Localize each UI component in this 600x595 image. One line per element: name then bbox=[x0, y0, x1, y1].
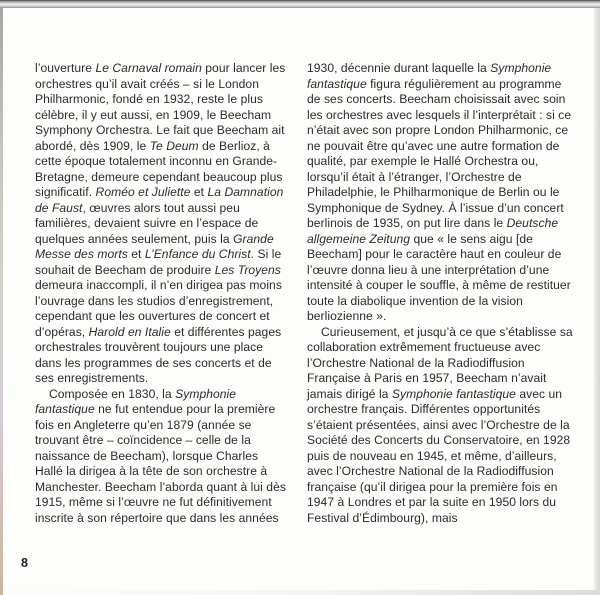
italic-text-run: L’Enfance du Christ bbox=[144, 247, 251, 261]
scan-edge-bottom bbox=[0, 590, 600, 595]
text-run: ne fut entendue pour la première fois en Angleterre qu’en 1879 (année se trouvant être – coïncidence – celle de la naissance de Beecham), lorsque Charles Hallé la dirigea à la tête de son orchestre à Manchester. Beecham l’aborda quant à lui dès 1915, même si l’œuvre ne fut définitivement inscrite à son répertoire que dans les années bbox=[35, 402, 286, 525]
text-run: avec un orchestre français. Différentes opportunités s’étaient présentées, ainsi avec l’Orchestre de la Société des Concerts du Conservatoire, en 1928 puis de nouveau en 1945, et même, d’ailleurs, avec l’Orchestre National de la Radiodiffusion française (qu’il dirigea pour la première fois en 1947 à Londres et par la suite en 1950 lors du Festival d’Édimbourg), mais bbox=[307, 386, 571, 525]
text-run: figura régulièrement au programme de ses concerts. Beecham choisissait avec soin les orchestres avec lesquels il l’interprétait : si ce n’était avec son propre London Philharmonic, ce ne pouvait être qu’avec une autre formation de qualité, par exemple le Hallé Orchestra ou, lorsqu’il était à l’étranger, l’Orchestre de Philadelphie, le Philharmonique de Berlin ou le Symphonique de Sydney. À l’issue d’un concert berlinois de 1935, on put lire dans le bbox=[307, 76, 572, 230]
page-number: 8 bbox=[21, 556, 28, 570]
italic-text-run: Harold en Italie bbox=[88, 324, 171, 339]
scan-edge-right bbox=[593, 8, 600, 595]
text-run: de Berlioz, à cette époque totalement inconnu en Grande-Bretagne, demeure cependant beaucoup plus significatif. bbox=[35, 138, 283, 199]
text-run: pour lancer les orchestres qu’il avait créés – si le London Philharmonic, fondé en 1932, reste le plus célèbre, il y eut aussi, en 1909, le Beecham Symphony Orchestra. Le fait que Beecham ait abordé, dès 1909, le bbox=[35, 61, 286, 153]
text-run: que « le sens aigu [de Beecham] pour le caractère haut en couleur de l’œuvre donna lieu à une interprétation d’une intensité à couper le souffle, à même de restituer toute la diabolique invention de la vision berliozienne ». bbox=[307, 231, 571, 323]
text-run: demeura inaccompli, il n’en dirigea pas moins l’ouvrage dans les studios d’enregistrement, cependant que les ouvertures de concert et d’opéras, bbox=[35, 278, 282, 339]
scan-edge-left bbox=[0, 8, 3, 595]
italic-text-run: Les Troyens bbox=[214, 262, 281, 277]
text-run: l’ouverture bbox=[35, 61, 96, 75]
text-run: et différentes pages orchestrales trouvèrent toujours une place dans les programmes de ses concerts et de ses enregistrements. bbox=[35, 324, 282, 385]
italic-text-run: Deutsche allgemeine Zeitung bbox=[307, 216, 559, 246]
text-run: Curieusement, et jusqu’à ce que s’établisse sa collaboration extrêmement fructueuse avec l’Orchestre National de la Radiodiffusion Française à Paris en 1957, Beecham n’avait jamais dirigé la bbox=[307, 324, 573, 401]
text-run: et bbox=[127, 247, 145, 261]
text-run: , œuvres alors tout aussi peu familières, devaient suivre en l’espace de quelques années seulement, puis la bbox=[35, 200, 259, 246]
text-run: Composée en 1830, la bbox=[49, 386, 176, 401]
italic-text-run: La Damnation de Faust bbox=[35, 185, 284, 215]
paragraph bbox=[307, 61, 573, 325]
scan-edge-corner bbox=[0, 573, 3, 595]
paragraph bbox=[35, 61, 288, 387]
text-run: et bbox=[190, 185, 208, 199]
text-column-left bbox=[35, 61, 288, 526]
text-run: . Si le souhait de Beecham de produire bbox=[35, 247, 282, 277]
paragraph bbox=[35, 387, 288, 527]
italic-text-run: Le Carnaval romain bbox=[95, 61, 202, 75]
scan-edge-top bbox=[0, 0, 600, 8]
text-run: 1930, décennie durant laquelle la bbox=[307, 61, 491, 75]
italic-text-run: Symphonie fantastique bbox=[307, 61, 552, 91]
paragraph bbox=[307, 325, 573, 527]
italic-text-run: Symphonie fantastique bbox=[35, 386, 237, 416]
italic-text-run: Te Deum bbox=[149, 138, 199, 153]
text-column-right bbox=[307, 61, 573, 526]
italic-text-run: Roméo et Juliette bbox=[95, 185, 191, 199]
italic-text-run: Symphonie fantastique bbox=[391, 386, 516, 401]
italic-text-run: Grande Messe des morts bbox=[35, 231, 274, 261]
